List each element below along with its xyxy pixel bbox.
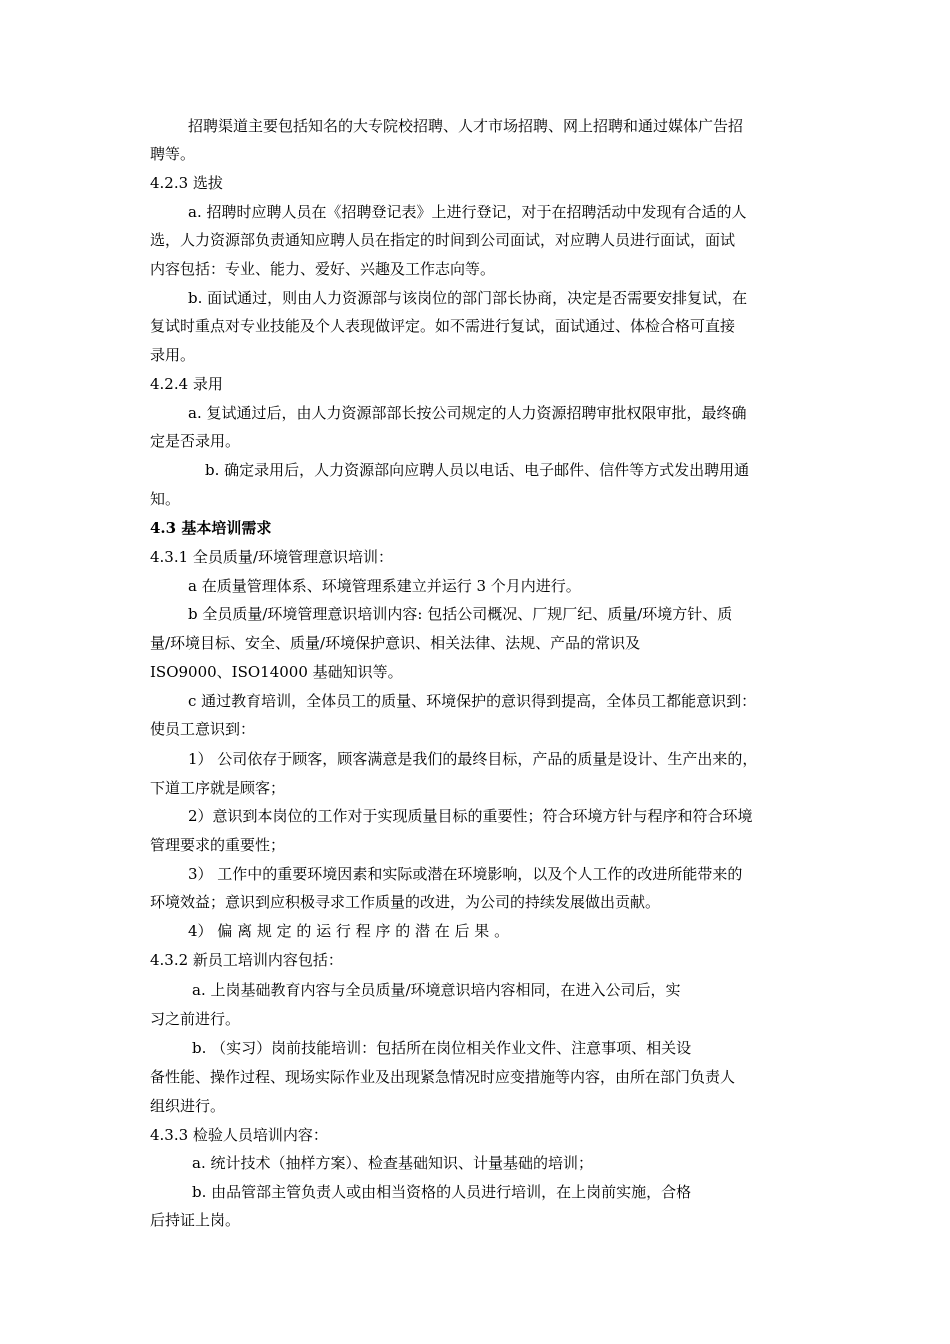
section-heading: 4.3.1 全员质量/环境管理意识培训： [150,548,393,566]
text-line: 量/环境目标、安全、质量/环境保护意识、相关法律、法规、产品的常识及 [150,634,641,652]
text-line: 知。 [150,490,181,508]
text-line: a. 统计技术（抽样方案）、检查基础知识、计量基础的培训； [192,1154,593,1172]
text-line: 招聘渠道主要包括知名的大专院校招聘、人才市场招聘、网上招聘和通过媒体广告招 [188,117,744,135]
text-line: 内容包括：专业、能力、爱好、兴趣及工作志向等。 [150,260,496,278]
text-line: a 在质量管理体系、环境管理系建立并运行 3 个月内进行。 [188,577,581,595]
text-line: b. 由品管部主管负责人或由相当资格的人员进行培训，在上岗前实施，合格 [192,1183,692,1201]
text-line: a. 复试通过后，由人力资源部部长按公司规定的人力资源招聘审批权限审批，最终确 [188,404,747,422]
text-line: 环境效益；意识到应积极寻求工作质量的改进，为公司的持续发展做出贡献。 [150,893,661,911]
text-line: 备性能、操作过程、现场实际作业及出现紧急情况时应变措施等内容，由所在部门负责人 [150,1068,736,1086]
text-line: a. 上岗基础教育内容与全员质量/环境意识培内容相同，在进入公司后，实 [192,981,681,999]
section-heading: 4.3 基本培训需求 [150,519,272,537]
text-line: 2）意识到本岗位的工作对于实现质量目标的重要性；符合环境方针与程序和符合环境 [188,807,753,825]
text-line: 组织进行。 [150,1097,226,1115]
text-line: 习之前进行。 [150,1010,241,1028]
text-line: b. 面试通过，则由人力资源部与该岗位的部门部长协商，决定是否需要安排复试，在 [188,289,748,307]
text-line: b 全员质量/环境管理意识培训内容: 包括公司概况、厂规厂纪、质量/环境方针、质 [188,605,733,623]
text-line: b. 确定录用后，人力资源部向应聘人员以电话、电子邮件、信件等方式发出聘用通 [205,461,750,479]
text-line: 管理要求的重要性； [150,836,286,854]
section-heading: 4.2.3 选拔 [150,174,223,192]
text-line: 3） 工作中的重要环境因素和实际或潜在环境影响，以及个人工作的改进所能带来的 [188,865,743,883]
text-line: 聘等。 [150,145,196,163]
text-line: 后持证上岗。 [150,1211,241,1229]
text-line: 1） 公司依存于顾客，顾客满意是我们的最终目标，产品的质量是设计、生产出来的， [188,750,758,768]
text-line: b. （实习）岗前技能培训：包括所在岗位相关作业文件、注意事项、相关设 [192,1039,692,1057]
text-line: 录用。 [150,346,196,364]
text-line: 4） 偏 离 规 定 的 运 行 程 序 的 潜 在 后 果 。 [188,922,510,940]
text-line: a. 招聘时应聘人员在《招聘登记表》上进行登记，对于在招聘活动中发现有合适的人 [188,203,747,221]
text-line: ISO9000、ISO14000 基础知识等。 [150,663,403,681]
text-line: 复试时重点对专业技能及个人表现做评定。如不需进行复试，面试通过、体检合格可直接 [150,317,736,335]
section-heading: 4.2.4 录用 [150,375,223,393]
section-heading: 4.3.2 新员工培训内容包括： [150,951,343,969]
text-line: 选，人力资源部负责通知应聘人员在指定的时间到公司面试，对应聘人员进行面试，面试 [150,231,736,249]
text-line: 定是否录用。 [150,432,241,450]
text-line: c 通过教育培训，全体员工的质量、环境保护的意识得到提高，全体员工都能意识到： [188,692,757,710]
text-line: 使员工意识到： [150,720,256,738]
section-heading: 4.3.3 检验人员培训内容： [150,1126,328,1144]
text-line: 下道工序就是顾客； [150,779,286,797]
